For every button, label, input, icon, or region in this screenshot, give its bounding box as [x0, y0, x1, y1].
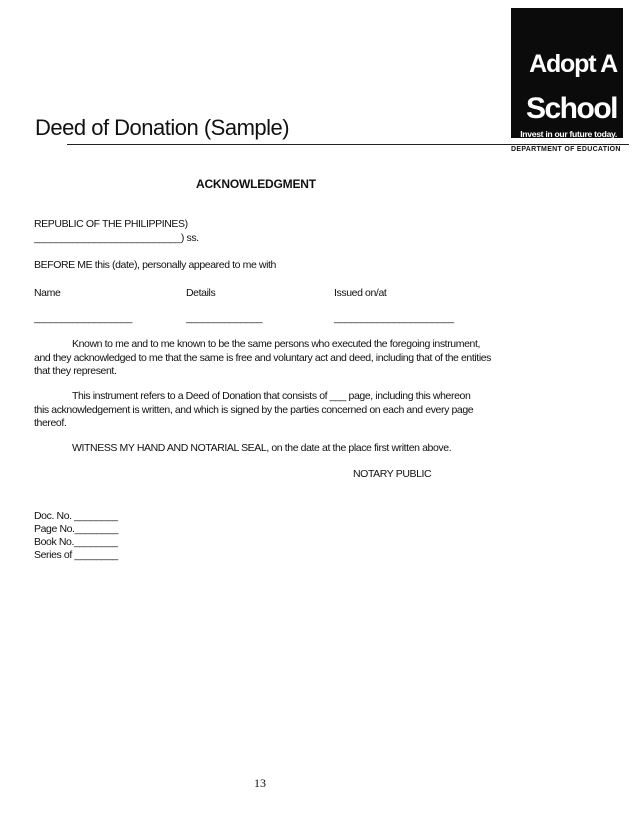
series-line: Series of ________: [34, 549, 118, 561]
blank-details: ______________: [186, 312, 263, 324]
column-details: Details: [186, 287, 216, 299]
para1-line-2: and they acknowledged to me that the same is free and voluntary act and deed, including that of the entities: [34, 351, 492, 364]
doc-no-line: Doc. No. ________: [34, 510, 118, 522]
acknowledgment-heading: ACKNOWLEDGMENT: [196, 177, 316, 191]
paragraph-instrument: [34, 390, 484, 431]
logo-line-2: School: [525, 92, 617, 125]
page-number: 13: [254, 776, 266, 790]
paragraph-known: [34, 338, 492, 379]
blank-issued: ______________________: [334, 312, 454, 324]
logo-line-1: Adopt A: [529, 50, 617, 78]
title-divider: [67, 144, 629, 145]
blank-name: __________________: [34, 312, 132, 324]
para1-line-3: that they represent.: [34, 365, 117, 377]
witness-line: WITNESS MY HAND AND NOTARIAL SEAL, on the date at the place first written above.: [72, 442, 452, 454]
page-no-line: Page No.________: [34, 523, 119, 535]
document-title: Deed of Donation (Sample): [35, 115, 290, 140]
adopt-a-school-logo: [511, 8, 623, 138]
para1-line-1: Known to me and to me known to be the same persons who executed the foregoing instrument,: [72, 338, 480, 350]
notary-public-label: NOTARY PUBLIC: [353, 468, 432, 480]
ss-line: ___________________________) ss.: [34, 232, 199, 244]
book-no-line: Book No.________: [34, 536, 118, 548]
republic-line: REPUBLIC OF THE PHILIPPINES): [34, 218, 188, 230]
para2-line-3: thereof.: [34, 417, 67, 429]
department-label: DEPARTMENT OF EDUCATION: [511, 146, 621, 153]
para2-line-2: this acknowledgement is written, and which is signed by the parties concerned on each and every page: [34, 403, 474, 416]
column-issued: Issued on/at: [334, 287, 387, 299]
column-name: Name: [34, 287, 61, 299]
para2-line-1: This instrument refers to a Deed of Donation that consists of ___ page, including this whereon: [72, 390, 471, 402]
before-me-line: BEFORE ME this (date), personally appeared to me with: [34, 259, 276, 271]
logo-tagline: Invest in our future today.: [520, 129, 617, 139]
